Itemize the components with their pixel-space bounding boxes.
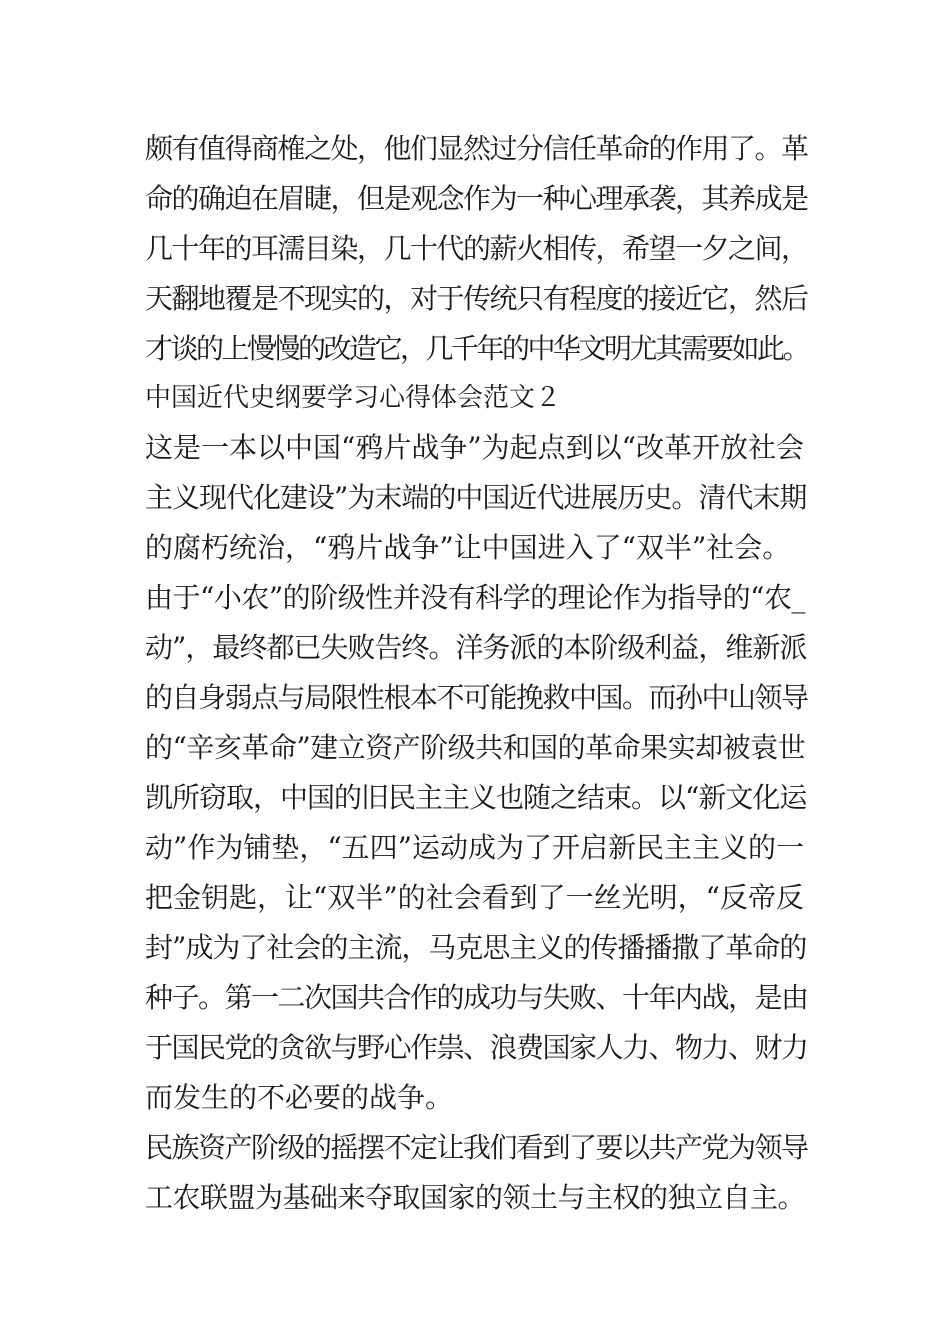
text-line: 的腐朽统治，“鸦片战争”让中国进入了“双半”社会。	[145, 531, 791, 564]
text-line: 种子。第一二次国共合作的成功与失败、十年内战，是由	[145, 981, 808, 1014]
text-line: 天翻地覆是不现实的，对于传统只有程度的接近它，然后	[145, 282, 808, 315]
text-line: 于国民党的贪欲与野心作祟、浪费国家人力、物力、财力	[145, 1031, 808, 1064]
text-line: 凯所窃取，中国的旧民主主义也随之结束。以“新文化运	[145, 781, 807, 814]
text-line: 民族资产阶级的摇摆不定让我们看到了要以共产党为领导	[145, 1131, 808, 1164]
text-line: 的“辛亥革命”建立资产阶级共和国的革命果实却被袁世	[145, 731, 806, 764]
text-line: 颇有值得商榷之处，他们显然过分信任革命的作用了。革	[145, 132, 808, 165]
text-line: 动”作为铺垫，“五四”运动成为了开启新民主主义的一	[145, 831, 804, 864]
text-line: 的自身弱点与局限性根本不可能挽救中国。而孙中山领导	[145, 681, 808, 714]
text-line: 这是一本以中国“鸦片战争”为起点到以“改革开放社会	[145, 431, 804, 464]
text-line: 主义现代化建设”为末端的中国近代进展历史。清代末期	[145, 481, 807, 514]
text-line: 由于“小农”的阶级性并没有科学的理论作为指导的“农_	[145, 581, 805, 614]
text-line: 把金钥匙，让“双半”的社会看到了一丝光明，“反帝反	[145, 881, 804, 914]
text-line: 而发生的不必要的战争。	[145, 1081, 454, 1114]
section-heading: 中国近代史纲要学习心得体会范文２	[145, 383, 562, 413]
text-line: 动”，最终都已失败告终。洋务派的本阶级利益，维新派	[145, 631, 807, 664]
text-line: 命的确迫在眉睫，但是观念作为一种心理承袭，其养成是	[145, 182, 808, 215]
text-line: 几十年的耳濡目染，几十代的薪火相传，希望一夕之间，	[145, 232, 808, 265]
text-line: 封”成为了社会的主流，马克思主义的传播播撒了革命的	[145, 931, 807, 964]
text-line: 才谈的上慢慢的改造它，几千年的中华文明尤其需要如此。	[145, 332, 809, 365]
text-line: 工农联盟为基础来夺取国家的领土与主权的独立自主。	[145, 1181, 806, 1214]
